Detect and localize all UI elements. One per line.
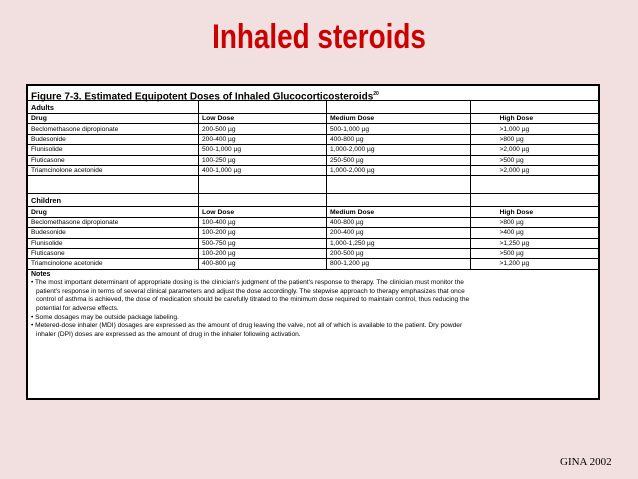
medium-dose-cell: 1,000-2,000 µg (327, 145, 471, 155)
medium-dose-cell: 500-1,000 µg (327, 124, 471, 134)
high-dose-cell-text: >1,250 µg (499, 239, 530, 247)
column-header-medium-dose: Medium Dose (327, 207, 471, 217)
low-dose-cell: 400-1,000 µg (199, 165, 327, 175)
children-section-label: Children (28, 194, 199, 207)
drug-cell: Triamcinolone acetonide (28, 259, 199, 269)
column-header-drug: Drug (28, 114, 199, 124)
adults-header-row (28, 114, 598, 124)
note-item: • Some dosages may be outside package labeling. (31, 313, 179, 321)
drug-cell: Budesonide (28, 228, 199, 238)
high-dose-cell-text: >500 µg (499, 156, 524, 164)
drug-cell: Beclomethasone dipropionate (28, 124, 199, 134)
empty-cell (327, 101, 471, 114)
empty-cell (327, 176, 471, 194)
medium-dose-cell: 200-500 µg (327, 248, 471, 258)
note-item: • Metered-dose inhaler (MDI) dosages are expressed as the amount of drug leaving the valve, not all of which is available to the patient. Dry powder (31, 322, 463, 330)
children-header-row (28, 207, 598, 217)
column-header-drug: Drug (28, 207, 199, 217)
drug-cell: Fluticasone (28, 248, 199, 258)
table-row (28, 259, 598, 269)
medium-dose-cell: 400-800 µg (327, 217, 471, 227)
drug-cell: Fluticasone (28, 155, 199, 165)
column-header-high-dose-text: High Dose (499, 115, 534, 123)
high-dose-cell-text: >500 µg (499, 250, 524, 258)
high-dose-cell-text: >2,000 µg (499, 146, 530, 154)
note-item-continuation: potential for adverse effects. (36, 305, 119, 313)
medium-dose-cell: 250-500 µg (327, 155, 471, 165)
empty-cell (28, 176, 199, 194)
figure-caption (28, 86, 598, 101)
medium-dose-cell: 200-400 µg (327, 228, 471, 238)
high-dose-cell (471, 259, 599, 269)
children-section-row (28, 194, 598, 207)
dose-table (28, 101, 598, 270)
high-dose-cell (471, 228, 599, 238)
high-dose-cell (471, 248, 599, 258)
source-citation: GINA 2002 (560, 456, 612, 468)
medium-dose-cell: 1,000-2,000 µg (327, 165, 471, 175)
drug-cell: Triamcinolone acetonide (28, 165, 199, 175)
high-dose-cell-text: >2,000 µg (499, 167, 530, 175)
high-dose-cell (471, 155, 599, 165)
drug-cell: Flunisolide (28, 145, 199, 155)
notes-list (31, 279, 595, 339)
adults-section-label: Adults (28, 101, 199, 114)
table-row (28, 134, 598, 144)
high-dose-cell (471, 145, 599, 155)
low-dose-cell: 500-750 µg (199, 238, 327, 248)
figure-caption-text: Figure 7-3. Estimated Equipotent Doses of Inhaled Glucocorticosteroids (31, 91, 374, 103)
drug-cell: Flunisolide (28, 238, 199, 248)
column-header-high-dose (471, 207, 599, 217)
low-dose-cell: 400-800 µg (199, 259, 327, 269)
empty-cell (199, 176, 327, 194)
table-row (28, 217, 598, 227)
column-header-low-dose: Low Dose (199, 207, 327, 217)
high-dose-cell-text: >1,200 µg (499, 260, 530, 268)
low-dose-cell: 500-1,000 µg (199, 145, 327, 155)
low-dose-cell: 100-200 µg (199, 248, 327, 258)
table-row (28, 155, 598, 165)
section-spacer-row (28, 176, 598, 194)
adults-section-row (28, 101, 598, 114)
column-header-medium-dose: Medium Dose (327, 114, 471, 124)
note-item-continuation: patient's response in terms of several clinical parameters and adjust the dose accordingly. The stepwise approach to therapy emphasizes that once (36, 287, 465, 295)
high-dose-cell (471, 165, 599, 175)
high-dose-cell-text: >1,000 µg (499, 125, 530, 133)
figure-caption-reference: 20 (373, 91, 379, 97)
low-dose-cell: 100-200 µg (199, 228, 327, 238)
table-row (28, 145, 598, 155)
empty-cell (199, 194, 327, 207)
medium-dose-cell: 1,000-1,250 µg (327, 238, 471, 248)
medium-dose-cell: 400-800 µg (327, 134, 471, 144)
low-dose-cell: 100-400 µg (199, 217, 327, 227)
drug-cell: Beclomethasone dipropionate (28, 217, 199, 227)
empty-cell (471, 176, 599, 194)
high-dose-cell (471, 217, 599, 227)
note-item-continuation: inhaler (DPI) doses are expressed as the amount of drug in the inhaler following activation. (36, 330, 301, 338)
column-header-high-dose (471, 114, 599, 124)
low-dose-cell: 200-400 µg (199, 134, 327, 144)
notes-title: Notes (31, 270, 51, 278)
column-header-low-dose: Low Dose (199, 114, 327, 124)
empty-cell (471, 194, 599, 207)
empty-cell (471, 101, 599, 114)
medium-dose-cell: 800-1,200 µg (327, 259, 471, 269)
table-row (28, 248, 598, 258)
column-header-high-dose-text: High Dose (499, 208, 534, 216)
high-dose-cell-text: >800 µg (499, 218, 524, 226)
note-item: • The most important determinant of appropriate dosing is the clinician's judgment of the patient's response to therapy. The clinician must monitor the (31, 279, 464, 287)
high-dose-cell (471, 124, 599, 134)
high-dose-cell-text: >400 µg (499, 229, 524, 237)
table-row (28, 228, 598, 238)
low-dose-cell: 200-500 µg (199, 124, 327, 134)
low-dose-cell: 100-250 µg (199, 155, 327, 165)
table-row (28, 238, 598, 248)
drug-cell: Budesonide (28, 134, 199, 144)
notes-section (28, 270, 598, 341)
table-row (28, 124, 598, 134)
dose-table-figure (26, 84, 600, 400)
slide-title: Inhaled steroids (212, 18, 426, 56)
high-dose-cell-text: >800 µg (499, 135, 524, 143)
table-row (28, 165, 598, 175)
high-dose-cell (471, 238, 599, 248)
empty-cell (327, 194, 471, 207)
high-dose-cell (471, 134, 599, 144)
empty-cell (199, 101, 327, 114)
note-item-continuation: control of asthma is achieved, the dose of medication should be carefully titrated to the minimum dose required to maintain control, thus reducing the (36, 296, 470, 304)
